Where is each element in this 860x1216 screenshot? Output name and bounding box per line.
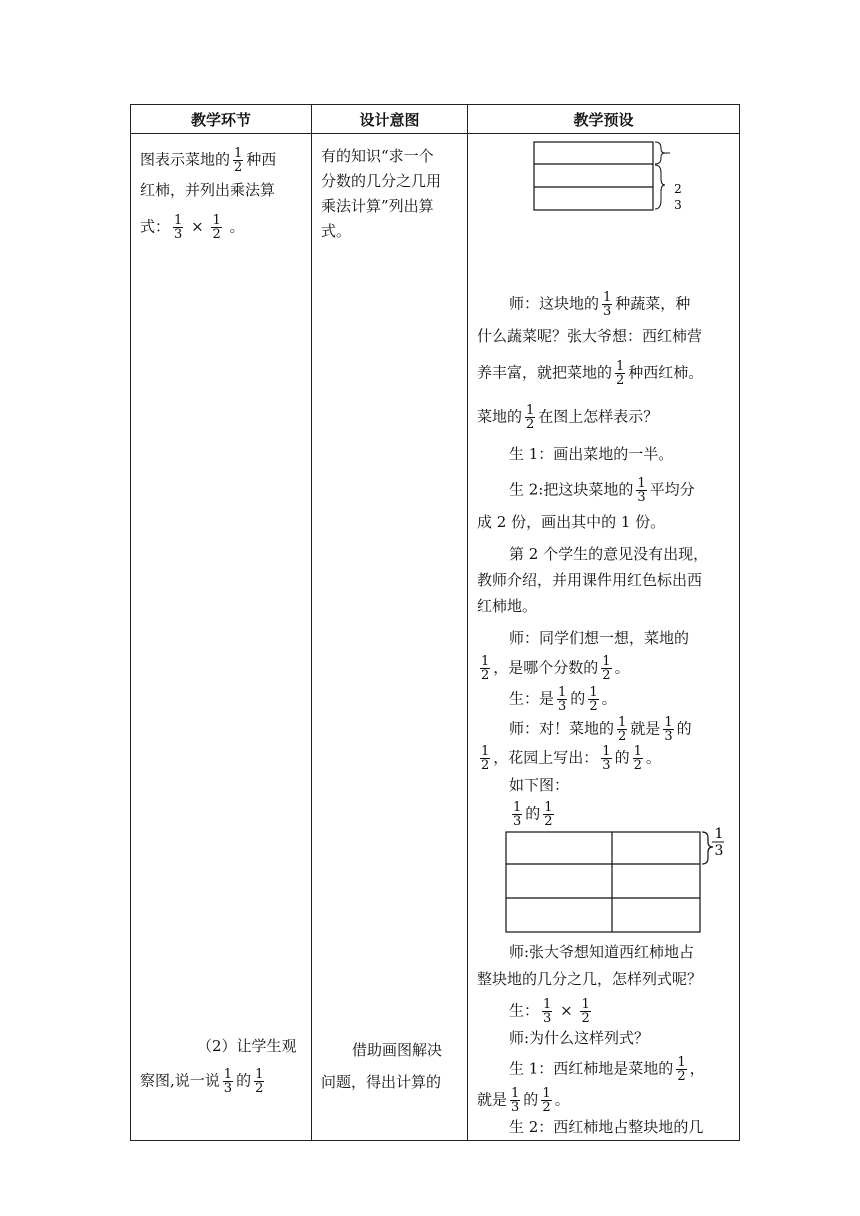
label-two-thirds-den: 3 bbox=[674, 198, 682, 212]
preset-line: 生 1：西红柿地是菜地的 $\frac{1}{2}$ ， bbox=[509, 1055, 705, 1084]
preset-line: 菜地的 $\frac{1}{2}$ 在图上怎样表示？ bbox=[477, 403, 659, 432]
intent-line: 式。 bbox=[321, 222, 352, 240]
preset-line: 师：这块地的 $\frac{1}{3}$ 种蔬菜，种 bbox=[509, 290, 691, 319]
fraction-one-third: $\frac{1}{3}$ bbox=[223, 1067, 233, 1096]
intent-line: 借助画图解决 bbox=[352, 1041, 443, 1059]
label-one-third-den: 3 bbox=[714, 843, 724, 859]
content-row bbox=[131, 134, 740, 1141]
preset-line: 生 2:把这块菜地的 $\frac{1}{3}$ 平均分 bbox=[509, 476, 695, 505]
label-one-third-num: 1 bbox=[714, 826, 724, 842]
preset-line: 师:为什么这样列式？ bbox=[509, 1029, 650, 1047]
preset-line: $\frac{1}{3}$ 的 $\frac{1}{2}$ bbox=[513, 800, 553, 829]
step-line: 图表示菜地的 $\frac{1}{2}$ 种西 bbox=[140, 146, 277, 175]
preset-line: 师:张大爷想知道西红柿地占 bbox=[509, 943, 695, 961]
preset-line: 生 2：西红柿地占整块地的几 bbox=[509, 1118, 704, 1136]
preset-line: 就是 $\frac{1}{3}$ 的 $\frac{1}{2}$ 。 bbox=[477, 1086, 570, 1115]
preset-line: 师：同学们想一想，菜地的 bbox=[509, 629, 690, 647]
field-diagram-grid bbox=[492, 826, 724, 938]
teaching-preset-cell bbox=[468, 134, 740, 1141]
design-intent-cell bbox=[312, 134, 468, 1141]
preset-line: 什么蔬菜呢？张大爷想：西红柿营 bbox=[477, 327, 703, 345]
header-teaching-step: 教学环节 bbox=[131, 105, 312, 134]
step-line: 察图,说一说 $\frac{1}{3}$ 的 $\frac{1}{2}$ bbox=[140, 1067, 264, 1096]
preset-line: 生 1：画出菜地的一半。 bbox=[509, 445, 674, 463]
step-line: （2）让学生观 bbox=[197, 1037, 297, 1055]
preset-line: 第 2 个学生的意见没有出现， bbox=[509, 545, 709, 563]
fraction-one-third: $\frac{1}{3}$ bbox=[174, 213, 183, 242]
header-teaching-preset: 教学预设 bbox=[468, 105, 740, 134]
preset-line: 养丰富，就把菜地的 $\frac{1}{2}$ 种西红柿。 bbox=[477, 359, 704, 388]
intent-line: 分数的几分之几用 bbox=[321, 172, 442, 190]
label-two-thirds-num: 2 bbox=[674, 182, 682, 196]
intent-line: 乘法计算”列出算 bbox=[321, 197, 434, 215]
intent-line: 问题，得出计算的 bbox=[321, 1073, 442, 1091]
intent-line: 有的知识“求一个 bbox=[321, 147, 434, 165]
preset-line: 师：对！菜地的 $\frac{1}{2}$ 就是 $\frac{1}{3}$ 的 bbox=[509, 715, 692, 744]
teaching-step-cell bbox=[131, 134, 312, 1141]
header-row bbox=[131, 105, 740, 134]
lesson-plan-table bbox=[130, 104, 740, 1141]
preset-line: 整块地的几分之几，怎样列式呢？ bbox=[477, 970, 703, 988]
preset-line: $\frac{1}{2}$ ，是哪个分数的 $\frac{1}{2}$ 。 bbox=[481, 654, 630, 683]
preset-line: 如下图： bbox=[509, 776, 570, 794]
preset-line: 生： $\frac{1}{3}$ × $\frac{1}{2}$ bbox=[509, 997, 590, 1026]
step-line: 红柿，并列出乘法算 bbox=[140, 181, 276, 199]
header-design-intent: 设计意图 bbox=[312, 105, 468, 134]
fraction-one-half: $\frac{1}{2}$ bbox=[255, 1067, 264, 1096]
preset-line: 成 2 份，画出其中的 1 份。 bbox=[477, 513, 666, 531]
step-line: 式： $\frac{1}{3}$ × $\frac{1}{2}$ 。 bbox=[140, 213, 245, 242]
preset-line: 教师介绍，并用课件用红色标出西 bbox=[477, 571, 703, 589]
preset-line: 红柿地。 bbox=[477, 597, 538, 615]
fraction-one-half: $\frac{1}{2}$ bbox=[234, 146, 243, 175]
field-diagram-thirds bbox=[528, 140, 698, 226]
preset-line: 生：是 $\frac{1}{3}$ 的 $\frac{1}{2}$ 。 bbox=[509, 685, 617, 714]
preset-line: $\frac{1}{2}$ ，花园上写出： $\frac{1}{3}$ 的 $\frac{1}{2}$ 。 bbox=[481, 744, 661, 773]
fraction-one-half: $\frac{1}{2}$ bbox=[212, 213, 221, 242]
